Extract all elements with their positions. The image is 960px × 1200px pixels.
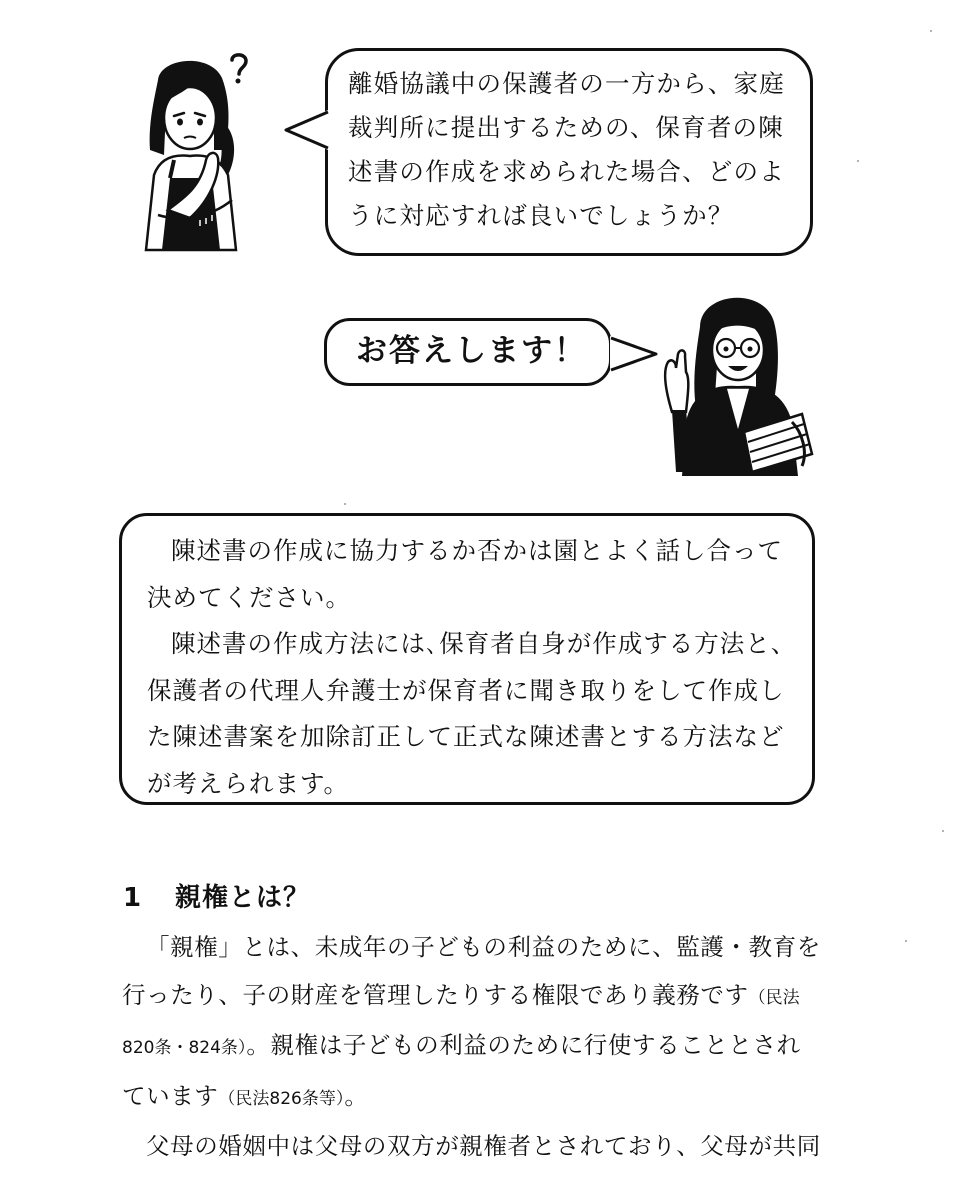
section-heading	[123, 878, 310, 918]
scan-speck	[942, 830, 944, 832]
question-line: うに対応すれば良いでしょうか？	[348, 201, 734, 230]
answer-bubble-text: お答えします！	[356, 333, 587, 369]
scan-speck	[857, 160, 859, 162]
question-mark-icon	[232, 55, 246, 84]
law-reference: （民法820条・824条）	[122, 987, 800, 1058]
law-reference: （民法826条等）	[218, 1088, 345, 1109]
question-line: 裁判所に提出するための、保育者の陳	[348, 113, 784, 142]
section-body	[122, 924, 822, 1171]
bubble-tail-left	[284, 108, 330, 152]
section-number: 1	[123, 883, 143, 913]
question-text	[348, 62, 798, 238]
question-line: 離婚協議中の保護者の一方から、家庭	[348, 69, 785, 98]
bubble-tail-right	[608, 334, 658, 374]
body-text-segment: 。親権は子どもの利益のために行使することとされています	[122, 1031, 801, 1110]
answer-paragraph: 陳述書の作成方法には､保育者自身が作成する方法と、保護者の代理人弁護士が保育者に聞き取りをして作成した陳述書案を加除訂正して正式な陳述書とする方法などが考えられます。	[147, 629, 797, 798]
scan-speck	[930, 30, 932, 32]
teacher-with-book-illustration	[652, 282, 818, 478]
scan-speck	[344, 503, 346, 505]
thinking-woman-illustration	[140, 50, 260, 255]
section-title: 親権とは？	[175, 883, 311, 913]
scan-speck	[905, 940, 907, 942]
body-paragraph: 父母の婚姻中は父母の双方が親権者とされており、父母が共同	[146, 1132, 821, 1160]
answer-text	[147, 528, 797, 807]
body-text-segment: 「親権」とは、未成年の子どもの利益のために、監護・教育を行ったり、子の財産を管理したりする権限であり義務です	[122, 933, 821, 1009]
body-text-segment: 。	[344, 1081, 369, 1110]
body-paragraph	[122, 924, 822, 1123]
question-line: 述書の作成を求められた場合、どのよ	[348, 157, 785, 186]
answer-paragraph: 陳述書の作成に協力するか否かは園とよく話し合って決めてください。	[147, 536, 783, 612]
